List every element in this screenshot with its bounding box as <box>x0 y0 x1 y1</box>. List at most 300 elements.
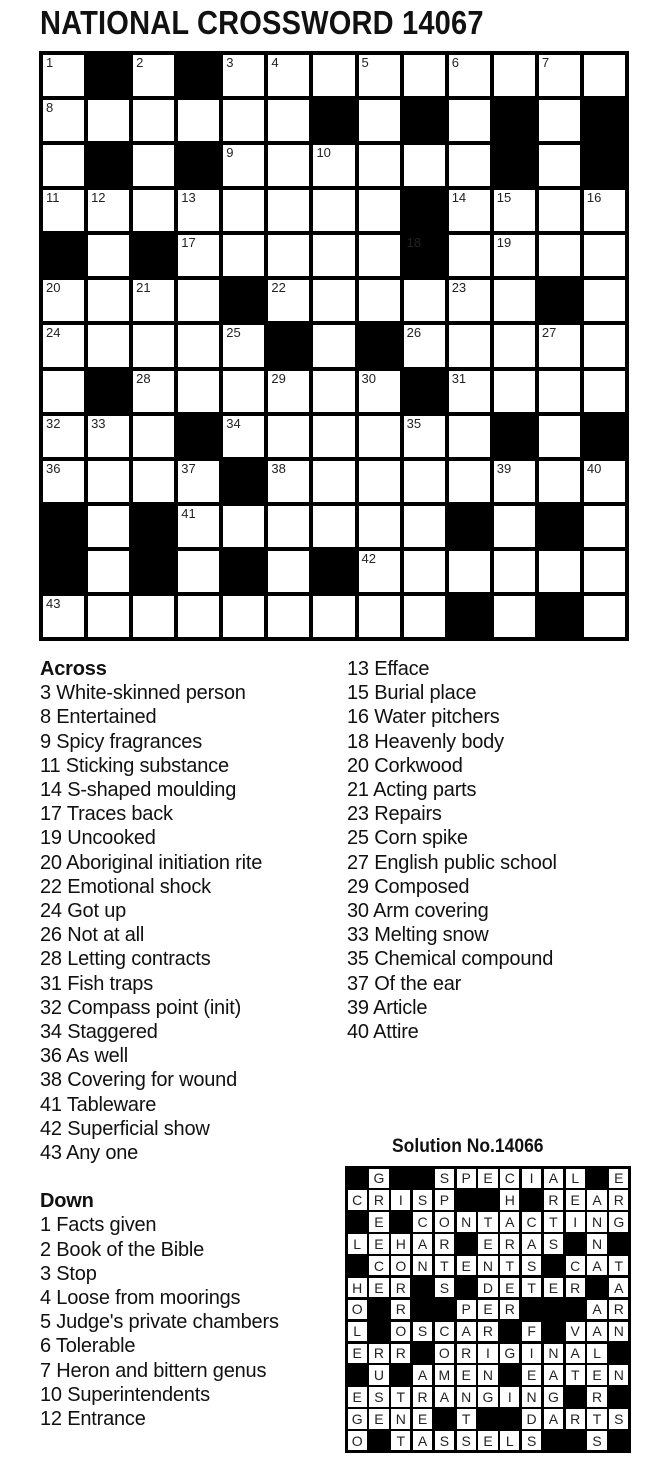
grid-cell[interactable] <box>359 506 400 547</box>
clue: 8 Entertained <box>40 706 157 729</box>
black-cell <box>404 100 445 141</box>
solution-letter: O <box>435 1212 454 1231</box>
solution-black-cell <box>544 1256 563 1275</box>
grid-cell[interactable] <box>539 235 580 276</box>
grid-cell[interactable] <box>539 461 580 502</box>
solution-letter: T <box>587 1409 606 1428</box>
grid-cell[interactable] <box>88 190 129 231</box>
black-cell <box>223 461 264 502</box>
solution-black-cell <box>348 1169 367 1188</box>
grid-cell[interactable] <box>133 145 174 186</box>
solution-black-cell <box>391 1365 410 1384</box>
grid-cell[interactable] <box>584 596 625 637</box>
grid-cell[interactable] <box>88 551 129 592</box>
grid-cell[interactable] <box>539 551 580 592</box>
solution-letter: O <box>348 1300 367 1319</box>
grid-cell[interactable] <box>539 55 580 96</box>
clue-number: 8 <box>46 100 54 116</box>
black-cell <box>223 551 264 592</box>
grid-cell[interactable] <box>223 235 264 276</box>
clue-number: 35 <box>406 415 422 431</box>
clue: 38 Covering for wound <box>40 1069 238 1092</box>
clue: 32 Compass point (init) <box>40 996 242 1019</box>
grid-cell[interactable] <box>268 235 309 276</box>
solution-letter: A <box>587 1190 606 1209</box>
solution-letter: R <box>500 1300 519 1319</box>
solution-black-cell <box>544 1322 563 1341</box>
grid-cell[interactable] <box>268 506 309 547</box>
grid-cell[interactable] <box>539 371 580 412</box>
black-cell <box>359 325 400 366</box>
clue: 11 Sticking substance <box>40 754 229 777</box>
black-cell <box>584 100 625 141</box>
black-cell <box>584 416 625 457</box>
grid-cell[interactable] <box>449 551 490 592</box>
solution-letter: A <box>413 1234 432 1253</box>
grid-cell[interactable] <box>43 190 84 231</box>
black-cell <box>88 145 129 186</box>
grid-cell[interactable] <box>133 190 174 231</box>
grid-cell[interactable] <box>313 371 354 412</box>
grid-cell[interactable] <box>313 280 354 321</box>
grid-cell[interactable] <box>133 461 174 502</box>
grid-cell[interactable] <box>178 506 219 547</box>
grid-cell[interactable] <box>584 235 625 276</box>
solution-letter: D <box>522 1409 541 1428</box>
solution-black-cell <box>544 1300 563 1319</box>
grid-cell[interactable] <box>223 145 264 186</box>
solution-letter: G <box>478 1387 497 1406</box>
clue-number: 34 <box>226 415 241 431</box>
black-cell <box>88 371 129 412</box>
solution-letter: E <box>609 1169 628 1188</box>
clue-number: 20 <box>46 280 61 296</box>
solution-letter: E <box>369 1234 388 1253</box>
clue: 16 Water pitchers <box>347 706 500 729</box>
grid-cell[interactable] <box>449 416 490 457</box>
grid-cell[interactable] <box>88 325 129 366</box>
clue: 12 Entrance <box>40 1408 146 1431</box>
solution-letter: R <box>391 1344 410 1363</box>
grid-cell[interactable] <box>359 100 400 141</box>
grid-cell[interactable] <box>43 145 84 186</box>
solution-letter: N <box>609 1322 628 1341</box>
clue-number: 15 <box>496 190 512 206</box>
solution-black-cell <box>348 1365 367 1384</box>
clue-number: 9 <box>226 145 234 161</box>
clues-left-column <box>40 657 279 1431</box>
grid-cell[interactable] <box>584 325 625 366</box>
grid-cell[interactable] <box>539 100 580 141</box>
grid-cell[interactable] <box>178 100 219 141</box>
solution-letter: I <box>391 1190 410 1209</box>
grid-cell[interactable] <box>223 55 264 96</box>
solution-letter: G <box>500 1344 519 1363</box>
grid-cell[interactable] <box>133 416 174 457</box>
black-cell <box>539 280 580 321</box>
solution-letter: A <box>544 1409 563 1428</box>
solution-letter: H <box>500 1190 519 1209</box>
grid-cell[interactable] <box>449 371 490 412</box>
solution-letter: S <box>544 1234 563 1253</box>
solution-letter: T <box>500 1256 519 1275</box>
clue: 7 Heron and bittern genus <box>40 1359 267 1382</box>
solution-letter: S <box>413 1190 432 1209</box>
grid-cell[interactable] <box>223 100 264 141</box>
clue: 24 Got up <box>40 900 127 923</box>
grid-cell[interactable] <box>268 461 309 502</box>
solution-letter: C <box>566 1256 585 1275</box>
grid-cell[interactable] <box>268 371 309 412</box>
grid-cell[interactable] <box>584 461 625 502</box>
grid-cell[interactable] <box>133 55 174 96</box>
solution-black-cell <box>609 1387 628 1406</box>
grid-cell[interactable] <box>178 551 219 592</box>
solution-letter: I <box>566 1212 585 1231</box>
solution-letter: R <box>500 1234 519 1253</box>
solution-black-cell <box>457 1190 476 1209</box>
black-cell <box>313 100 354 141</box>
solution-black-cell <box>522 1190 541 1209</box>
grid-cell[interactable] <box>178 235 219 276</box>
black-cell <box>178 416 219 457</box>
black-cell <box>178 145 219 186</box>
grid-cell[interactable] <box>88 280 129 321</box>
solution-letter: S <box>435 1431 454 1450</box>
black-cell <box>43 506 84 547</box>
clue-number: 42 <box>361 550 376 566</box>
clue: 35 Chemical compound <box>347 948 554 971</box>
solution-letter: R <box>369 1190 388 1209</box>
crossword-grid[interactable] <box>39 51 629 641</box>
grid-cell[interactable] <box>268 145 309 186</box>
grid-cell[interactable] <box>43 325 84 366</box>
solution-letter: I <box>522 1344 541 1363</box>
down-heading: Down <box>40 1190 94 1213</box>
grid-cell[interactable] <box>268 55 309 96</box>
grid-cell[interactable] <box>359 551 400 592</box>
solution-letter: E <box>369 1212 388 1231</box>
solution-letter: C <box>369 1256 388 1275</box>
clue: 14 S-shaped moulding <box>40 779 237 802</box>
solution-letter: R <box>478 1322 497 1341</box>
solution-letter: O <box>435 1344 454 1363</box>
grid-cell[interactable] <box>449 100 490 141</box>
grid-cell[interactable] <box>178 371 219 412</box>
grid-cell[interactable] <box>404 325 445 366</box>
clue-number: 25 <box>226 325 241 341</box>
grid-cell[interactable] <box>359 596 400 637</box>
grid-cell[interactable] <box>584 551 625 592</box>
solution-letter: E <box>478 1431 497 1450</box>
solution-letter: E <box>478 1234 497 1253</box>
grid-cell[interactable] <box>313 190 354 231</box>
solution-letter: N <box>522 1387 541 1406</box>
grid-cell[interactable] <box>404 506 445 547</box>
grid-cell[interactable] <box>178 461 219 502</box>
solution-letter: T <box>478 1212 497 1231</box>
clue: 22 Emotional shock <box>40 875 211 898</box>
grid-cell[interactable] <box>359 190 400 231</box>
grid-cell[interactable] <box>313 596 354 637</box>
grid-cell[interactable] <box>359 145 400 186</box>
clue: 43 Any one <box>40 1142 139 1165</box>
grid-cell[interactable] <box>359 416 400 457</box>
solution-letter: R <box>609 1190 628 1209</box>
grid-cell[interactable] <box>43 280 84 321</box>
solution-letter: I <box>500 1387 519 1406</box>
clue-number: 30 <box>361 370 376 386</box>
clue-number: 24 <box>46 325 61 341</box>
grid-cell[interactable] <box>449 280 490 321</box>
solution-black-cell <box>413 1300 432 1319</box>
grid-cell[interactable] <box>539 416 580 457</box>
solution-letter: A <box>566 1344 585 1363</box>
grid-cell[interactable] <box>494 371 535 412</box>
solution-letter: T <box>457 1409 476 1428</box>
solution-letter: C <box>522 1212 541 1231</box>
grid-cell[interactable] <box>43 596 84 637</box>
solution-letter: R <box>413 1387 432 1406</box>
grid-cell[interactable] <box>43 461 84 502</box>
solution-letter: N <box>478 1365 497 1384</box>
solution-letter: R <box>391 1278 410 1297</box>
grid-cell[interactable] <box>223 416 264 457</box>
grid-cell[interactable] <box>313 416 354 457</box>
grid-cell[interactable] <box>223 325 264 366</box>
grid-cell[interactable] <box>494 235 535 276</box>
clue-number: 38 <box>271 460 286 476</box>
solution-letter: S <box>435 1169 454 1188</box>
grid-cell[interactable] <box>404 461 445 502</box>
solution-black-cell <box>609 1431 628 1450</box>
solution-black-cell <box>435 1409 454 1428</box>
grid-cell[interactable] <box>88 461 129 502</box>
grid-cell[interactable] <box>449 461 490 502</box>
grid-cell[interactable] <box>494 190 535 231</box>
clue-number: 23 <box>451 280 467 296</box>
grid-cell[interactable] <box>223 506 264 547</box>
grid-cell[interactable] <box>359 235 400 276</box>
grid-cell[interactable] <box>133 280 174 321</box>
clue: 18 Heavenly body <box>347 730 504 753</box>
solution-black-cell <box>413 1344 432 1363</box>
solution-letter: N <box>587 1234 606 1253</box>
solution-black-cell <box>391 1212 410 1231</box>
solution-letter: A <box>544 1169 563 1188</box>
grid-cell[interactable] <box>223 371 264 412</box>
solution-letter: C <box>435 1322 454 1341</box>
grid-cell[interactable] <box>494 325 535 366</box>
grid-cell[interactable] <box>268 416 309 457</box>
solution-letter: L <box>587 1344 606 1363</box>
black-cell <box>449 506 490 547</box>
grid-cell[interactable] <box>404 145 445 186</box>
solution-letter: T <box>391 1431 410 1450</box>
grid-cell[interactable] <box>539 190 580 231</box>
grid-cell[interactable] <box>584 190 625 231</box>
grid-cell[interactable] <box>88 100 129 141</box>
grid-cell[interactable] <box>133 100 174 141</box>
grid-cell[interactable] <box>449 190 490 231</box>
clue: 4 Loose from moorings <box>40 1287 241 1310</box>
grid-cell[interactable] <box>178 596 219 637</box>
grid-cell[interactable] <box>223 190 264 231</box>
grid-cell[interactable] <box>359 461 400 502</box>
solution-letter: C <box>413 1212 432 1231</box>
solution-letter: S <box>435 1278 454 1297</box>
clue: 26 Not at all <box>40 924 145 947</box>
solution-letter: A <box>544 1365 563 1384</box>
grid-cell[interactable] <box>268 280 309 321</box>
grid-cell[interactable] <box>494 551 535 592</box>
grid-cell[interactable] <box>133 371 174 412</box>
grid-cell[interactable] <box>313 145 354 186</box>
grid-cell[interactable] <box>404 55 445 96</box>
grid-cell[interactable] <box>313 461 354 502</box>
grid-cell[interactable] <box>43 100 84 141</box>
grid-cell[interactable] <box>584 506 625 547</box>
grid-cell[interactable] <box>539 325 580 366</box>
grid-cell[interactable] <box>404 551 445 592</box>
grid-cell[interactable] <box>494 461 535 502</box>
solution-letter: G <box>369 1169 388 1188</box>
clue: 29 Composed <box>347 875 470 898</box>
clue-number: 43 <box>46 595 61 611</box>
solution-black-cell <box>544 1431 563 1450</box>
clue-number: 3 <box>226 55 234 70</box>
solution-letter: S <box>369 1387 388 1406</box>
black-cell <box>539 506 580 547</box>
solution-black-cell <box>566 1234 585 1253</box>
solution-letter: A <box>413 1431 432 1450</box>
grid-cell[interactable] <box>268 596 309 637</box>
solution-black-cell <box>478 1190 497 1209</box>
solution-letter: A <box>587 1322 606 1341</box>
black-cell <box>449 596 490 637</box>
grid-cell[interactable] <box>133 325 174 366</box>
clue-number: 5 <box>361 55 369 70</box>
grid-cell[interactable] <box>43 371 84 412</box>
grid-cell[interactable] <box>43 55 84 96</box>
grid-cell[interactable] <box>494 596 535 637</box>
previous-solution-grid <box>345 1166 631 1453</box>
grid-cell[interactable] <box>449 145 490 186</box>
grid-cell[interactable] <box>449 55 490 96</box>
solution-letter: R <box>587 1387 606 1406</box>
grid-cell[interactable] <box>178 325 219 366</box>
clue-number: 18 <box>406 235 422 251</box>
grid-cell[interactable] <box>449 235 490 276</box>
solution-black-cell <box>587 1278 606 1297</box>
grid-cell[interactable] <box>223 596 264 637</box>
grid-cell[interactable] <box>43 416 84 457</box>
solution-black-cell <box>609 1234 628 1253</box>
grid-cell[interactable] <box>494 506 535 547</box>
grid-cell[interactable] <box>584 280 625 321</box>
solution-black-cell <box>566 1387 585 1406</box>
solution-letter: L <box>500 1431 519 1450</box>
solution-letter: C <box>500 1169 519 1188</box>
grid-cell[interactable] <box>404 416 445 457</box>
solution-black-cell <box>500 1322 519 1341</box>
grid-cell[interactable] <box>88 596 129 637</box>
grid-cell[interactable] <box>178 280 219 321</box>
clue: 23 Repairs <box>347 803 442 826</box>
grid-cell[interactable] <box>313 235 354 276</box>
clue-number: 13 <box>181 190 196 206</box>
grid-cell[interactable] <box>539 145 580 186</box>
solution-letter: E <box>478 1300 497 1319</box>
grid-cell[interactable] <box>584 55 625 96</box>
solution-black-cell <box>348 1256 367 1275</box>
grid-cell[interactable] <box>313 506 354 547</box>
grid-cell[interactable] <box>584 371 625 412</box>
solution-letter: R <box>566 1409 585 1428</box>
black-cell <box>584 145 625 186</box>
solution-letter: O <box>348 1431 367 1450</box>
grid-cell[interactable] <box>359 280 400 321</box>
clue-number: 32 <box>46 415 61 431</box>
grid-cell[interactable] <box>494 280 535 321</box>
grid-cell[interactable] <box>359 55 400 96</box>
grid-cell[interactable] <box>494 55 535 96</box>
clue: 28 Letting contracts <box>40 948 211 971</box>
grid-cell[interactable] <box>449 325 490 366</box>
clue: 5 Judge's private chambers <box>40 1311 279 1334</box>
grid-cell[interactable] <box>359 371 400 412</box>
grid-cell[interactable] <box>178 190 219 231</box>
grid-cell[interactable] <box>404 596 445 637</box>
grid-cell[interactable] <box>313 325 354 366</box>
solution-letter: S <box>609 1409 628 1428</box>
grid-cell[interactable] <box>88 506 129 547</box>
solution-black-cell <box>369 1431 388 1450</box>
grid-cell[interactable] <box>268 551 309 592</box>
solution-letter: H <box>348 1278 367 1297</box>
solution-letter: R <box>391 1300 410 1319</box>
solution-letter: R <box>566 1278 585 1297</box>
solution-letter: E <box>544 1278 563 1297</box>
black-cell <box>313 551 354 592</box>
grid-cell[interactable] <box>313 55 354 96</box>
clue: 37 Of the ear <box>347 972 462 995</box>
solution-black-cell <box>457 1278 476 1297</box>
grid-cell[interactable] <box>404 280 445 321</box>
clue-number: 7 <box>541 55 550 70</box>
grid-cell[interactable] <box>88 235 129 276</box>
solution-letter: F <box>522 1322 541 1341</box>
clue-number: 33 <box>91 415 106 431</box>
solution-letter: G <box>609 1212 628 1231</box>
grid-cell[interactable] <box>133 596 174 637</box>
clue: 36 As well <box>40 1045 129 1068</box>
clue: 17 Traces back <box>40 803 173 826</box>
grid-cell[interactable] <box>268 190 309 231</box>
solution-letter: R <box>435 1234 454 1253</box>
clue: 2 Book of the Bible <box>40 1238 205 1261</box>
grid-cell[interactable] <box>88 416 129 457</box>
grid-cell[interactable] <box>268 100 309 141</box>
clue-number: 6 <box>451 55 459 70</box>
solution-letter: S <box>457 1431 476 1450</box>
solution-letter: I <box>478 1344 497 1363</box>
solution-letter: N <box>587 1212 606 1231</box>
solution-black-cell <box>369 1300 388 1319</box>
solution-letter: O <box>391 1256 410 1275</box>
solution-letter: E <box>522 1365 541 1384</box>
clue: 13 Efface <box>347 658 430 680</box>
